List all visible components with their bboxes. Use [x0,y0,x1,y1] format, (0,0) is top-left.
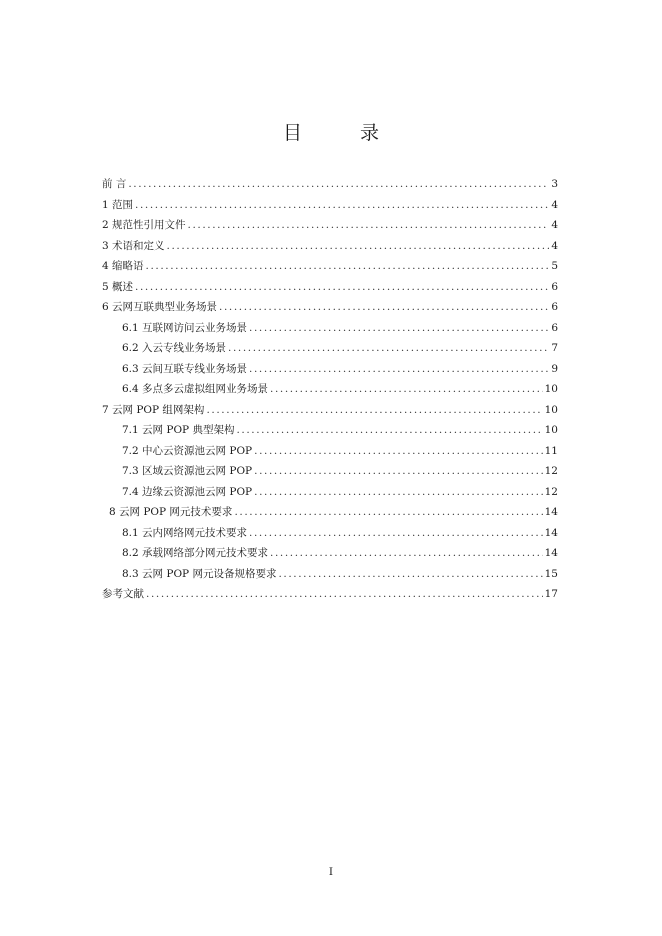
toc-entry-6-4[interactable] [102,379,558,400]
toc-entry-page: 12 [544,485,558,498]
toc-entry-section-8[interactable] [102,502,558,523]
toc-entry-label: 6.4 多点多云虚拟组网业务场景 [122,383,269,395]
dot-leader [228,338,549,359]
dot-leader [254,482,543,503]
toc-entry-terms-definitions[interactable] [102,236,558,257]
toc-entry-references[interactable] [102,584,558,605]
toc-entry-page: 15 [544,567,558,580]
toc-entry-7-1[interactable] [102,420,558,441]
dot-leader [236,420,542,441]
toc-entry-8-1[interactable] [102,523,558,544]
toc-entry-label: 1 范围 [102,198,134,211]
dot-leader [254,441,543,462]
dot-leader [219,297,549,318]
toc-entry-page: 6 [551,321,558,334]
toc-entry-page: 10 [544,424,558,436]
toc-entry-normative-references[interactable] [102,215,558,236]
dot-leader [135,277,549,298]
toc-entry-page: 10 [544,403,558,416]
toc-entry-page: 6 [551,280,558,293]
toc-entry-8-2[interactable] [102,543,558,564]
toc-entry-page: 14 [544,506,558,518]
toc-entry-page: 11 [544,444,558,457]
dot-leader [146,256,550,277]
toc-entry-page: 6 [551,301,558,313]
toc-entry-page: 3 [551,178,558,190]
toc-entry-label: 2 规范性引用文件 [102,219,186,231]
dot-leader [249,523,543,544]
toc-entry-page: 4 [551,239,558,252]
dot-leader [167,236,550,257]
toc-entry-label: 7.1 云网 POP 典型架构 [122,424,235,436]
page-number: I [328,866,334,878]
toc-entry-page: 4 [551,198,558,211]
toc-entry-8-3[interactable] [102,564,558,585]
toc-entry-scope[interactable] [102,195,558,216]
toc-entry-6-3[interactable] [102,359,558,380]
toc-entry-page: 17 [544,588,558,600]
toc-entry-label: 7.3 区域云资源池云网 POP [122,465,253,477]
toc-entry-label: 参考文献 [102,588,144,600]
toc-entry-7-3[interactable] [102,461,558,482]
toc-entry-label: 8.1 云内网络网元技术要求 [122,526,248,539]
toc-entry-page: 12 [544,465,558,477]
toc-entry-label: 6 云网互联典型业务场景 [102,301,218,313]
toc-entry-label: 前 言 [102,178,127,190]
toc-entry-label: 6.1 互联网访问云业务场景 [122,321,248,334]
toc-entry-label: 6.3 云间互联专线业务场景 [122,362,248,375]
toc-entry-label: 7 云网 POP 组网架构 [102,403,205,416]
toc-entry-abbreviations[interactable] [102,256,558,277]
toc-entry-label: 8.2 承载网络部分网元技术要求 [122,547,269,559]
toc-entry-page: 7 [551,342,558,354]
toc-entry-label: 6.2 入云专线业务场景 [122,342,227,354]
dot-leader [249,359,549,380]
dot-leader [278,564,542,585]
table-of-contents [102,174,558,605]
toc-entry-page: 14 [544,547,558,559]
toc-entry-label: 8.3 云网 POP 网元设备规格要求 [122,567,277,580]
toc-entry-label: 7.4 边缘云资源池云网 POP [122,485,253,498]
toc-entry-foreword[interactable] [102,174,558,195]
page-title: 目 录 [282,122,406,144]
toc-entry-6-1[interactable] [102,318,558,339]
dot-leader [234,502,542,523]
toc-entry-7-4[interactable] [102,482,558,503]
dot-leader [270,379,543,400]
toc-entry-label: 4 缩略语 [102,260,144,272]
dot-leader [135,195,549,216]
toc-entry-label: 5 概述 [102,280,134,293]
toc-entry-overview[interactable] [102,277,558,298]
toc-entry-page: 5 [551,260,558,272]
toc-entry-page: 4 [551,219,558,231]
dot-leader [128,174,549,195]
dot-leader [146,584,543,605]
toc-entry-7-2[interactable] [102,441,558,462]
dot-leader [188,215,550,236]
toc-entry-section-7[interactable] [102,400,558,421]
toc-entry-label: 7.2 中心云资源池云网 POP [122,444,253,457]
toc-entry-label: 3 术语和定义 [102,239,165,252]
toc-entry-page: 9 [551,362,558,375]
dot-leader [206,400,542,421]
toc-entry-page: 10 [544,383,558,395]
toc-entry-section-6[interactable] [102,297,558,318]
toc-entry-6-2[interactable] [102,338,558,359]
toc-entry-page: 14 [544,526,558,539]
dot-leader [249,318,549,339]
toc-entry-label: 8 云网 POP 网元技术要求 [109,506,233,518]
dot-leader [254,461,543,482]
dot-leader [270,543,543,564]
